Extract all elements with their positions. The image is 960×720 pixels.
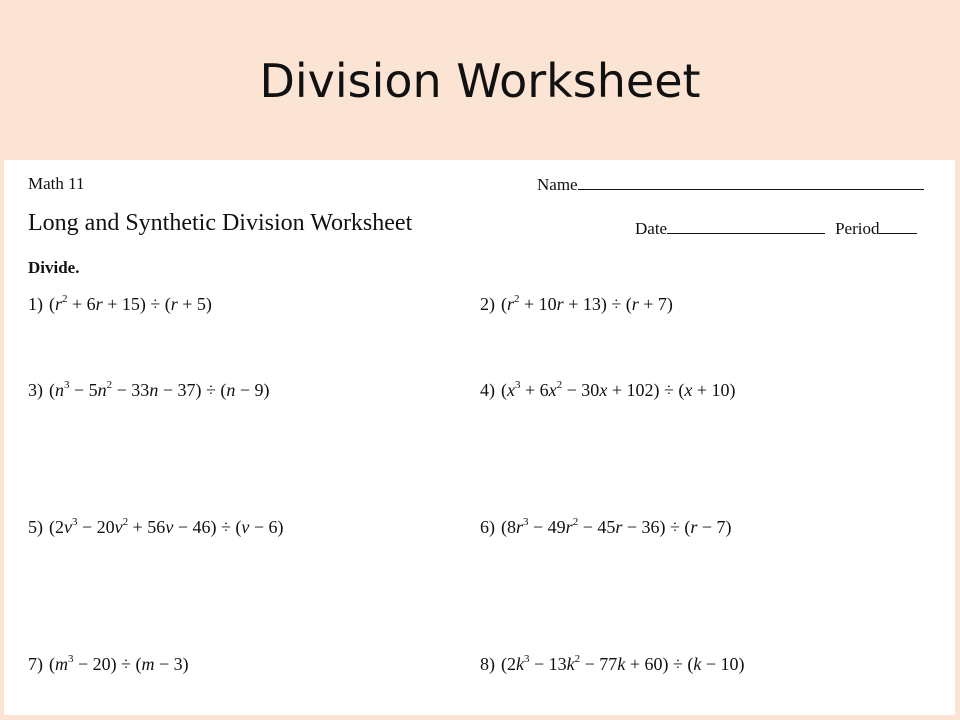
problem-expression: $(r^2 + 6r + 15) \div (r + 5)$ [49,293,212,314]
problem-6 [480,517,732,538]
name-field [537,174,924,195]
slide-title: Division Worksheet [259,54,701,108]
problem-7 [28,654,189,675]
period-blank-line [879,218,917,234]
name-blank-line [578,174,924,190]
problem-number: 8) [480,654,495,674]
period-label: Period [835,219,880,238]
problem-expression: $(n^3 - 5n^2 - 33n - 37) \div (n - 9)$ [49,379,270,400]
problem-number: 4) [480,380,495,400]
problem-2 [480,294,673,315]
instruction: Divide. [28,258,80,277]
problem-expression: $(8r^3 - 49r^2 - 45r - 36) \div (r - 7)$ [501,516,732,537]
problem-expression: $(x^3 + 6x^2 - 30x + 102) \div (x + 10)$ [501,379,736,400]
problem-number: 6) [480,517,495,537]
worksheet-title: Long and Synthetic Division Worksheet [28,210,413,236]
worksheet-page [4,160,955,715]
problem-number: 5) [28,517,43,537]
problem-4 [480,380,736,401]
problem-expression: $(2v^3 - 20v^2 + 56v - 46) \div (v - 6)$ [49,516,284,537]
problem-number: 2) [480,294,495,314]
problem-3 [28,380,270,401]
problem-5 [28,517,284,538]
problem-expression: $(2k^3 - 13k^2 - 77k + 60) \div (k - 10)$ [501,653,745,674]
problem-number: 1) [28,294,43,314]
date-label: Date [635,219,668,238]
problem-8 [480,654,745,675]
problem-expression: $(m^3 - 20) \div (m - 3)$ [49,653,189,674]
course-label: Math 11 [28,174,85,193]
name-label: Name [537,175,578,194]
problem-expression: $(r^2 + 10r + 13) \div (r + 7)$ [501,293,673,314]
date-blank-line [667,218,825,234]
problem-number: 7) [28,654,43,674]
problem-1 [28,294,212,315]
date-period-field [635,218,917,239]
problem-number: 3) [28,380,43,400]
